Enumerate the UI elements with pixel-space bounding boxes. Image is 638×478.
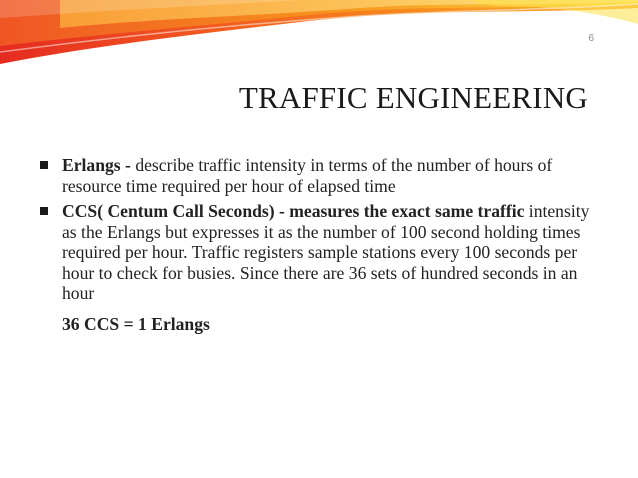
slide-body <box>40 155 596 334</box>
bullet-ccs <box>40 201 596 304</box>
square-bullet-icon <box>40 161 48 169</box>
bullet-erlangs <box>40 155 596 196</box>
header-decoration <box>0 0 638 70</box>
square-bullet-icon <box>40 207 48 215</box>
slide-number: 6 <box>588 33 594 44</box>
bullet-text: describe traffic intensity in terms of the number of hours of resource time required per hour of elapsed time <box>62 155 553 196</box>
equation: 36 CCS = 1 Erlangs <box>62 313 210 334</box>
bullet-term: CCS( Centum Call Seconds) - measures the exact same traffic <box>62 201 525 221</box>
bullet-text: intensity as the Erlangs but expresses it as the number of 100 second holding times required per hour. Traffic registers sample stations every 100 seconds per hour to check for busies. Since there are 36 sets of hundred seconds in an hour <box>62 201 590 303</box>
bullet-term: Erlangs - <box>62 155 131 175</box>
header-corner-swoosh <box>470 0 638 24</box>
slide-title: TRAFFIC ENGINEERING <box>238 80 588 115</box>
